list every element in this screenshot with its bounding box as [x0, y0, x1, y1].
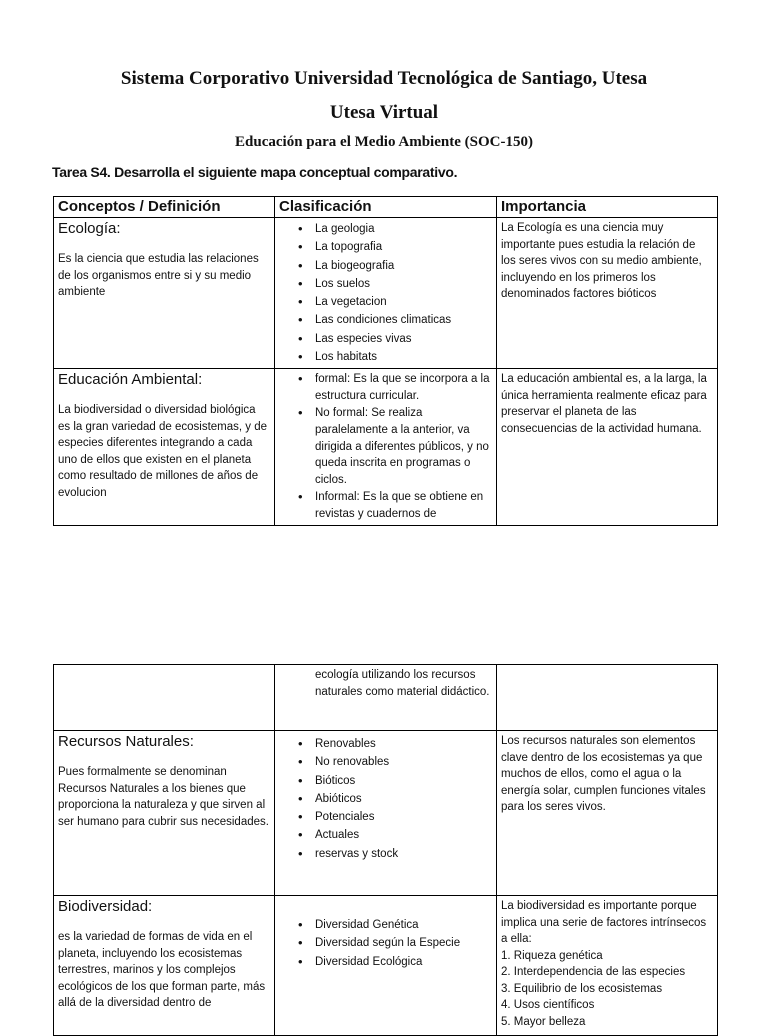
classification-cell [275, 218, 497, 369]
importance-cell [497, 369, 718, 525]
concept-cell [54, 218, 275, 369]
importance-cell [497, 218, 718, 369]
header-conceptos: Conceptos / Definición [54, 197, 275, 218]
table-row-recursos [54, 731, 718, 896]
list-item: • Diversidad según la Especie [315, 934, 492, 952]
importance-cell [497, 896, 718, 1036]
concept-definition: La biodiversidad o diversidad biológica es la gran variedad de ecosistemas, y de especies diferentes integrando a cada uno de ellos que existen en el planeta como resultado de millones de años de evolucion [58, 404, 268, 499]
list-item: • No formal: Se realiza paralelamente a la anterior, va dirigida a diferentes públicos, y no queda inscrita en programas o ciclos. [315, 405, 492, 489]
importance-item: 5. Mayor belleza [501, 1015, 586, 1028]
concept-name: Biodiversidad: [58, 898, 153, 915]
concept-name: Ecología: [58, 220, 121, 237]
list-item: • Renovables [315, 735, 492, 753]
concept-table-part-2 [53, 664, 718, 1036]
table-row-ecologia [54, 218, 718, 369]
list-item: • La topografia [315, 238, 492, 256]
concept-definition: es la variedad de formas de vida en el planeta, incluyendo los ecosistemas terrestres, marinos y los complejos ecológicos de los que forman parte, más allá de la diversidad dentro de [58, 931, 266, 1009]
table-row-continuation [54, 665, 718, 731]
importance-item: 2. Interdependencia de las especies [501, 966, 686, 978]
list-item: • Diversidad Ecológica [315, 953, 492, 971]
list-item: • Potenciales [315, 808, 492, 826]
importance-cell [497, 731, 718, 896]
list-item: • reservas y stock [315, 845, 492, 863]
concept-name: Educación Ambiental: [58, 371, 203, 389]
classification-continuation: ecología utilizando los recursos naturales como material didáctico. [315, 669, 490, 698]
table-row-educacion [54, 369, 718, 525]
importance-text: La educación ambiental es, a la larga, la única herramienta realmente eficaz para preservar el planeta de las consecuencias de la actividad humana. [501, 373, 707, 435]
list-item: • No renovables [315, 753, 492, 771]
classification-list [279, 733, 492, 863]
task-instruction: Tarea S4. Desarrolla el siguiente mapa conceptual comparativo. [52, 164, 458, 180]
importance-intro: La biodiversidad es importante porque implica una serie de factores intrínsecos a ella: [501, 900, 707, 945]
platform-title: Utesa Virtual [329, 102, 439, 123]
classification-cell [275, 731, 497, 896]
list-item: • La geologia [315, 220, 492, 238]
concept-cell [54, 731, 275, 896]
list-item: • Informal: Es la que se obtiene en revistas y cuadernos de [315, 489, 492, 523]
header-importancia: Importancia [497, 197, 718, 218]
list-item: • Diversidad Genética [315, 916, 492, 934]
header-clasificacion: Clasificación [275, 197, 497, 218]
concept-cell [54, 369, 275, 525]
list-item: • Las condiciones climaticas [315, 311, 492, 329]
list-item: • Bióticos [315, 772, 492, 790]
concept-definition: Es la ciencia que estudia las relaciones de los organismos entre si y su medio ambiente [58, 253, 259, 298]
list-item: • Los suelos [315, 275, 492, 293]
table-row-biodiversidad [54, 896, 718, 1036]
importance-text: La Ecología es una ciencia muy importante pues estudia la relación de los seres vivos con su medio ambiente, incluyendo en los primeros los denominados factores bióticos [501, 222, 702, 300]
list-item: • formal: Es la que se incorpora a la estructura curricular. [315, 371, 492, 405]
institution-title: Sistema Corporativo Universidad Tecnológica de Santiago, Utesa [120, 68, 648, 89]
list-item: • Los habitats [315, 348, 492, 366]
concept-table-part-1 [53, 196, 718, 526]
table-header-row [54, 197, 718, 218]
importance-item: 1. Riqueza genética [501, 949, 603, 962]
importance-item: 4. Usos científicos [501, 999, 595, 1011]
list-item: • La biogeografia [315, 257, 492, 275]
classification-list [279, 220, 492, 366]
empty-cell [497, 665, 718, 731]
empty-cell [54, 665, 275, 731]
list-item: • La vegetacion [315, 293, 492, 311]
importance-item: 3. Equilibrio de los ecosistemas [501, 982, 663, 995]
classification-cell [275, 369, 497, 525]
list-item: • Las especies vivas [315, 330, 492, 348]
concept-cell [54, 896, 275, 1036]
importance-text: Los recursos naturales son elementos clave dentro de los ecosistemas ya que muchos de ellos, como el agua o la energía solar, cumplen funciones vitales para los seres vivos. [501, 735, 706, 813]
classification-cell [275, 665, 497, 731]
classification-list [279, 916, 492, 971]
list-item: • Actuales [315, 826, 492, 844]
concept-definition: Pues formalmente se denominan Recursos Naturales a los bienes que proporciona la naturaleza y que sirven al ser humano para cubrir sus necesidades. [58, 766, 269, 828]
list-item: • Abióticos [315, 790, 492, 808]
classification-cell [275, 896, 497, 1036]
concept-name: Recursos Naturales: [58, 733, 194, 750]
course-title: Educación para el Medio Ambiente (SOC-150) [235, 134, 533, 150]
classification-list [279, 371, 492, 522]
